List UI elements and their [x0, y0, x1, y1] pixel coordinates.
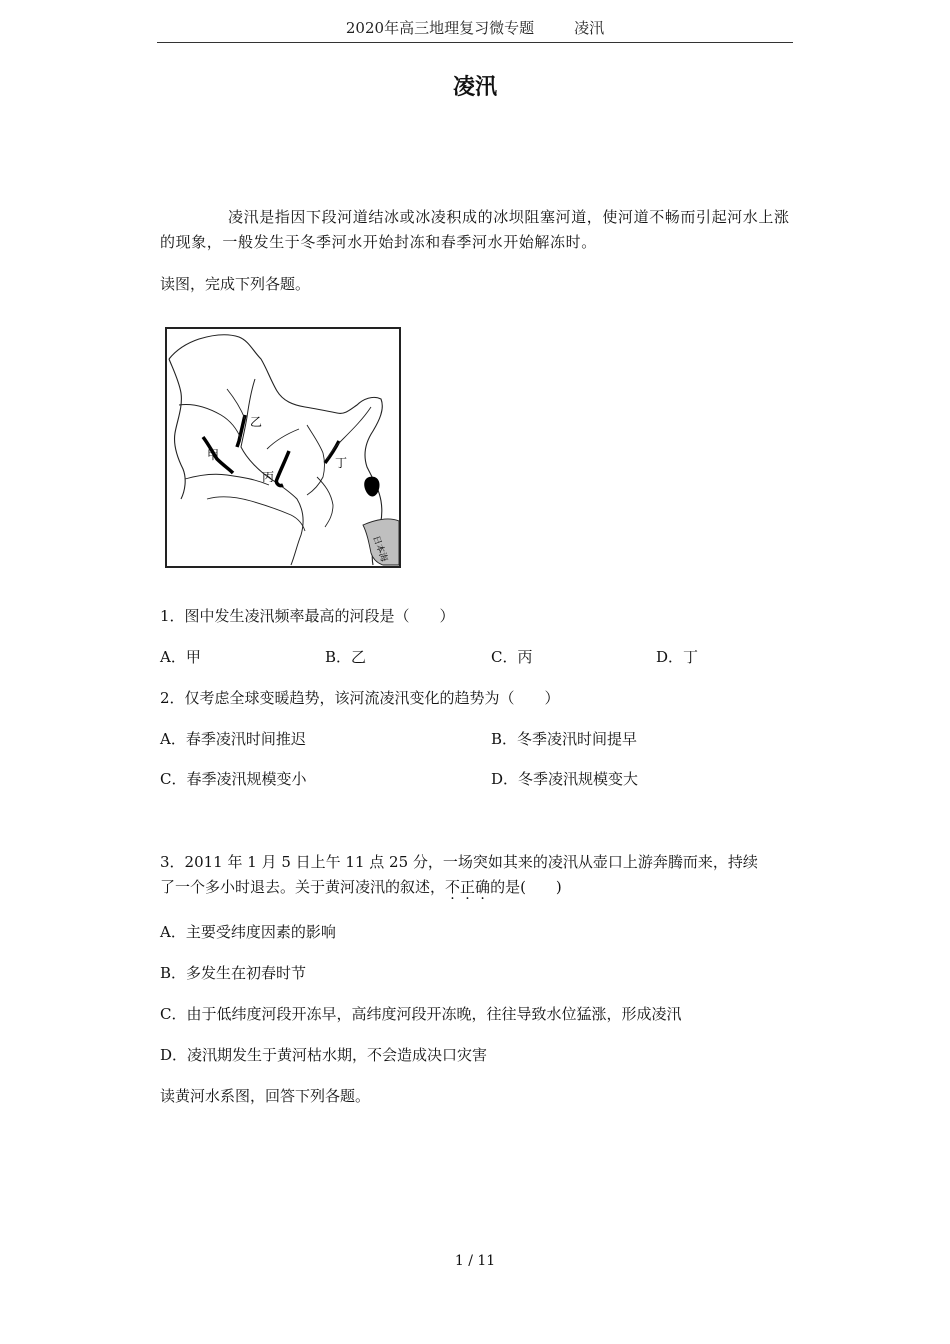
q3-option-c: C．由于低纬度河段开冻早，高纬度河段开冻晚，往往导致水位猛涨，形成凌汛 [160, 1005, 682, 1023]
basin-boundary-east [169, 335, 382, 565]
tributary [185, 474, 269, 485]
page-header [157, 17, 793, 41]
q2-option-d: D．冬季凌汛规模变大 [491, 770, 639, 788]
q3-stem-end: 的是( ) [490, 878, 562, 896]
header-divider [157, 42, 793, 43]
tributary [317, 477, 333, 527]
total-pages: 11 [477, 1253, 496, 1269]
river-segment-bing [276, 451, 289, 486]
emphasis-char: 正 [460, 878, 476, 896]
question-1-stem: 1．图中发生凌汛频率最高的河段是（ ） [160, 607, 455, 625]
current-page: 1 [454, 1253, 464, 1269]
instruction-read-map: 读图，完成下列各题。 [160, 275, 311, 293]
label-yi: 乙 [250, 415, 263, 429]
q1-option-a: A．甲 [160, 648, 201, 666]
q3-option-b: B．多发生在初春时节 [160, 964, 307, 982]
page-number [0, 1253, 950, 1269]
label-bing: 丙 [262, 470, 275, 484]
q2-option-b: B．冬季凌汛时间提早 [491, 730, 638, 748]
lake [364, 477, 379, 497]
emphasis-char: 确 [475, 878, 491, 896]
q3-option-a: A．主要受纬度因素的影响 [160, 923, 336, 941]
river-map [167, 329, 399, 566]
tributary [227, 389, 245, 419]
river-segment-yi [237, 415, 245, 447]
tributary [267, 429, 299, 449]
question-3-stem-line2 [160, 876, 562, 897]
label-jia: 甲 [207, 448, 220, 462]
intro-paragraph: 凌汛是指因下段河道结冰或冰凌积成的冰坝阻塞河道，使河道不畅而引起河水上涨的现象，一般发生于冬季河水开始封冻和春季河水开始解冻时。 [160, 208, 790, 251]
q1-option-d: D．丁 [656, 648, 699, 666]
question-2-stem: 2．仅考虑全球变暖趋势，该河流凌汛变化的趋势为（ ） [160, 689, 560, 707]
header-doc-title: 2020年高三地理复习微专题 [345, 19, 535, 37]
q1-option-b: B．乙 [325, 648, 367, 666]
river-map-figure [165, 327, 401, 568]
basin-boundary-west [169, 359, 185, 499]
page-title: 凌汛 [452, 75, 497, 100]
tributary [207, 497, 305, 531]
q2-option-c: C．春季凌汛规模变小 [160, 770, 307, 788]
emphasis-char: 不 [445, 878, 461, 896]
instruction-yellow-river-map: 读黄河水系图，回答下列各题。 [160, 1087, 371, 1105]
page-separator: / [468, 1253, 473, 1269]
tributary [307, 425, 325, 495]
q2-option-a: A．春季凌汛时间推迟 [160, 730, 306, 748]
header-topic: 凌汛 [574, 19, 605, 37]
q3-stem-text: 了一个多小时退去。关于黄河凌汛的叙述， [160, 878, 446, 896]
q3-option-d: D．凌汛期发生于黄河枯水期，不会造成决口灾害 [160, 1046, 488, 1064]
tributary [179, 404, 241, 439]
q1-option-c: C．丙 [491, 648, 533, 666]
label-ding: 丁 [335, 456, 348, 470]
question-3-stem-line1: 3．2011 年 1 月 5 日上午 11 点 25 分，一场突如其来的凌汛从壶口上游奔腾而来，持续 [160, 853, 758, 871]
label-sea: 日本海 [370, 534, 389, 564]
